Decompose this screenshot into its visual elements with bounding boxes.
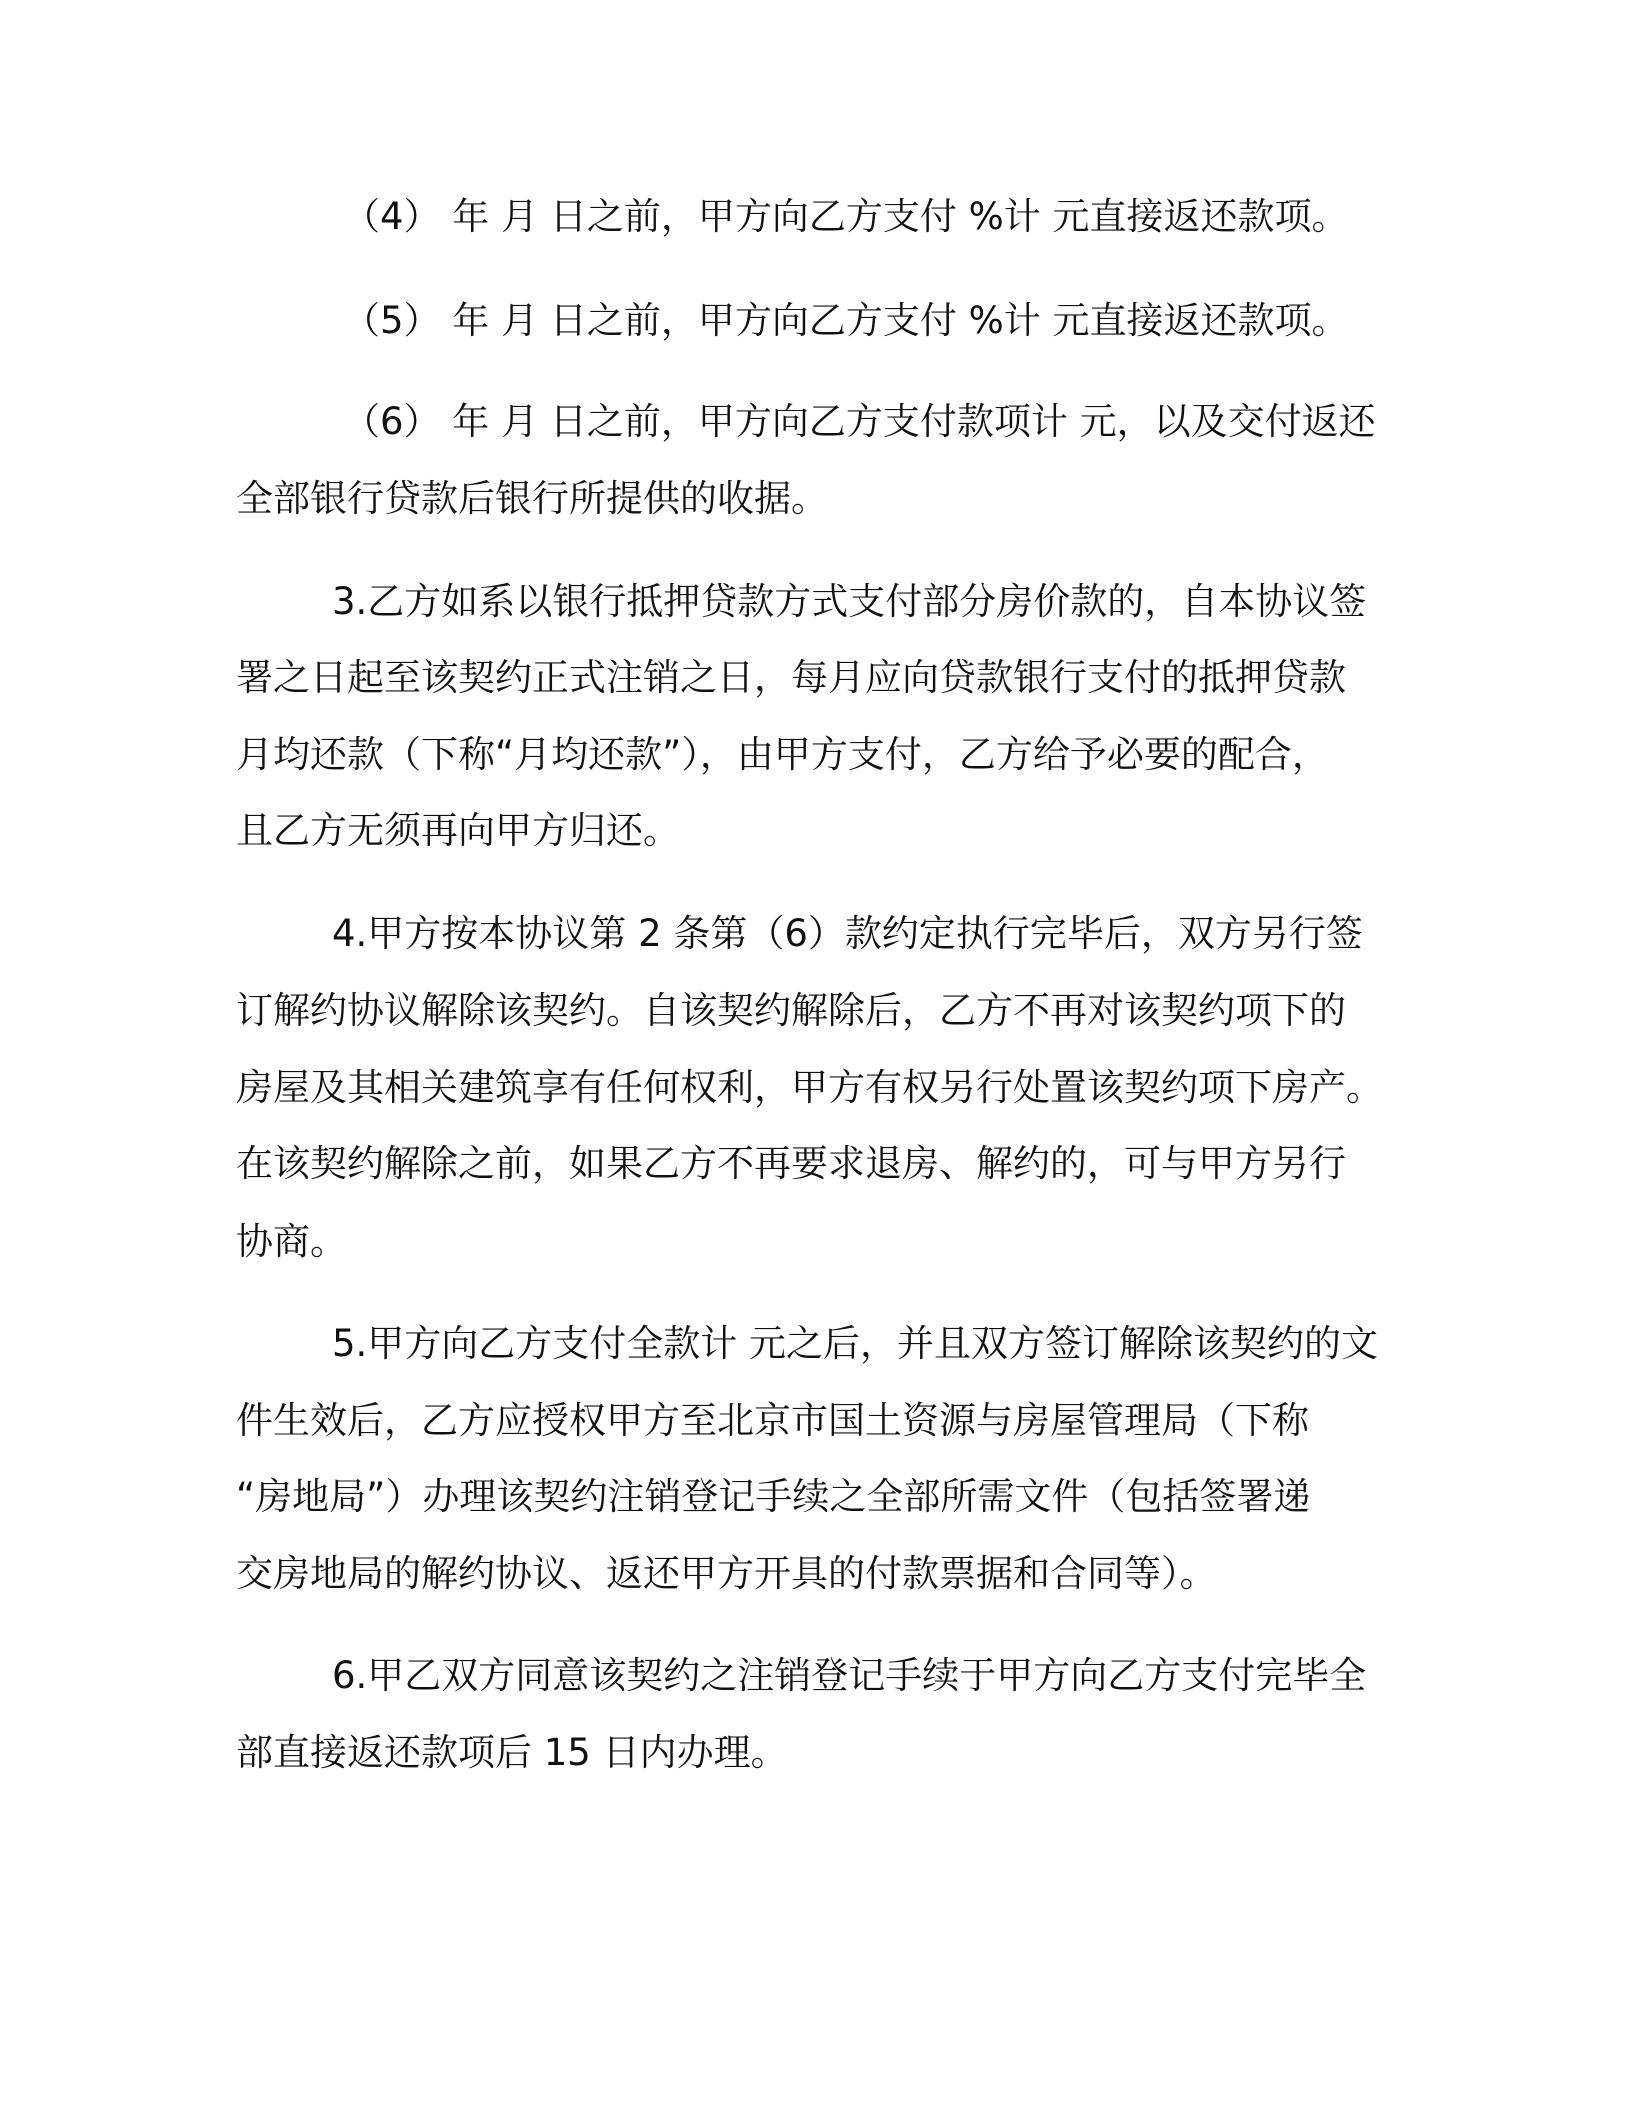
- clause-5-line-3: “房地局”）办理该契约注销登记手续之全部所需文件（包括签署递: [236, 1475, 1311, 1518]
- clause-3-line-3: 月均还款（下称“月均还款”），由甲方支付，乙方给予必要的配合，: [236, 733, 1329, 776]
- clause-4-line-2: 订解约协议解除该契约。自该契约解除后，乙方不再对该契约项下的: [236, 989, 1346, 1032]
- clause-3-line-2: 署之日起至该契约正式注销之日，每月应向贷款银行支付的抵押贷款: [236, 656, 1346, 699]
- clause-4-line-3: 房屋及其相关建筑享有任何权利，甲方有权另行处置该契约项下房产。: [236, 1066, 1383, 1109]
- clause-4-line-4: 在该契约解除之前，如果乙方不再要求退房、解约的，可与甲方另行: [236, 1142, 1346, 1185]
- clause-4-line-5: 协商。: [236, 1220, 347, 1263]
- clause-5-line-4: 交房地局的解约协议、返还甲方开具的付款票据和合同等）。: [236, 1552, 1217, 1595]
- clause-6-line-2: 部直接返还款项后 15 日内办理。: [236, 1731, 788, 1774]
- item-4-line-1: （4） 年 月 日之前，甲方向乙方支付 %计 元直接返还款项。: [343, 195, 1349, 238]
- clause-4-line-1: 4.甲方按本协议第 2 条第（6）款约定执行完毕后，双方另行签: [332, 912, 1363, 955]
- item-5-line-1: （5） 年 月 日之前，甲方向乙方支付 %计 元直接返还款项。: [343, 299, 1349, 342]
- clause-6-line-1: 6.甲乙双方同意该契约之注销登记手续于甲方向乙方支付完毕全: [332, 1654, 1367, 1697]
- clause-5-line-1: 5.甲方向乙方支付全款计 元之后，并且双方签订解除该契约的文: [332, 1322, 1379, 1365]
- clause-3-line-1: 3.乙方如系以银行抵押贷款方式支付部分房价款的，自本协议签: [332, 580, 1367, 623]
- clause-3-line-4: 且乙方无须再向甲方归还。: [236, 809, 680, 852]
- item-6-line-1: （6） 年 月 日之前，甲方向乙方支付款项计 元，以及交付返还: [343, 400, 1376, 443]
- item-6-line-2: 全部银行贷款后银行所提供的收据。: [236, 477, 828, 520]
- clause-5-line-2: 件生效后，乙方应授权甲方至北京市国土资源与房屋管理局（下称: [236, 1399, 1309, 1442]
